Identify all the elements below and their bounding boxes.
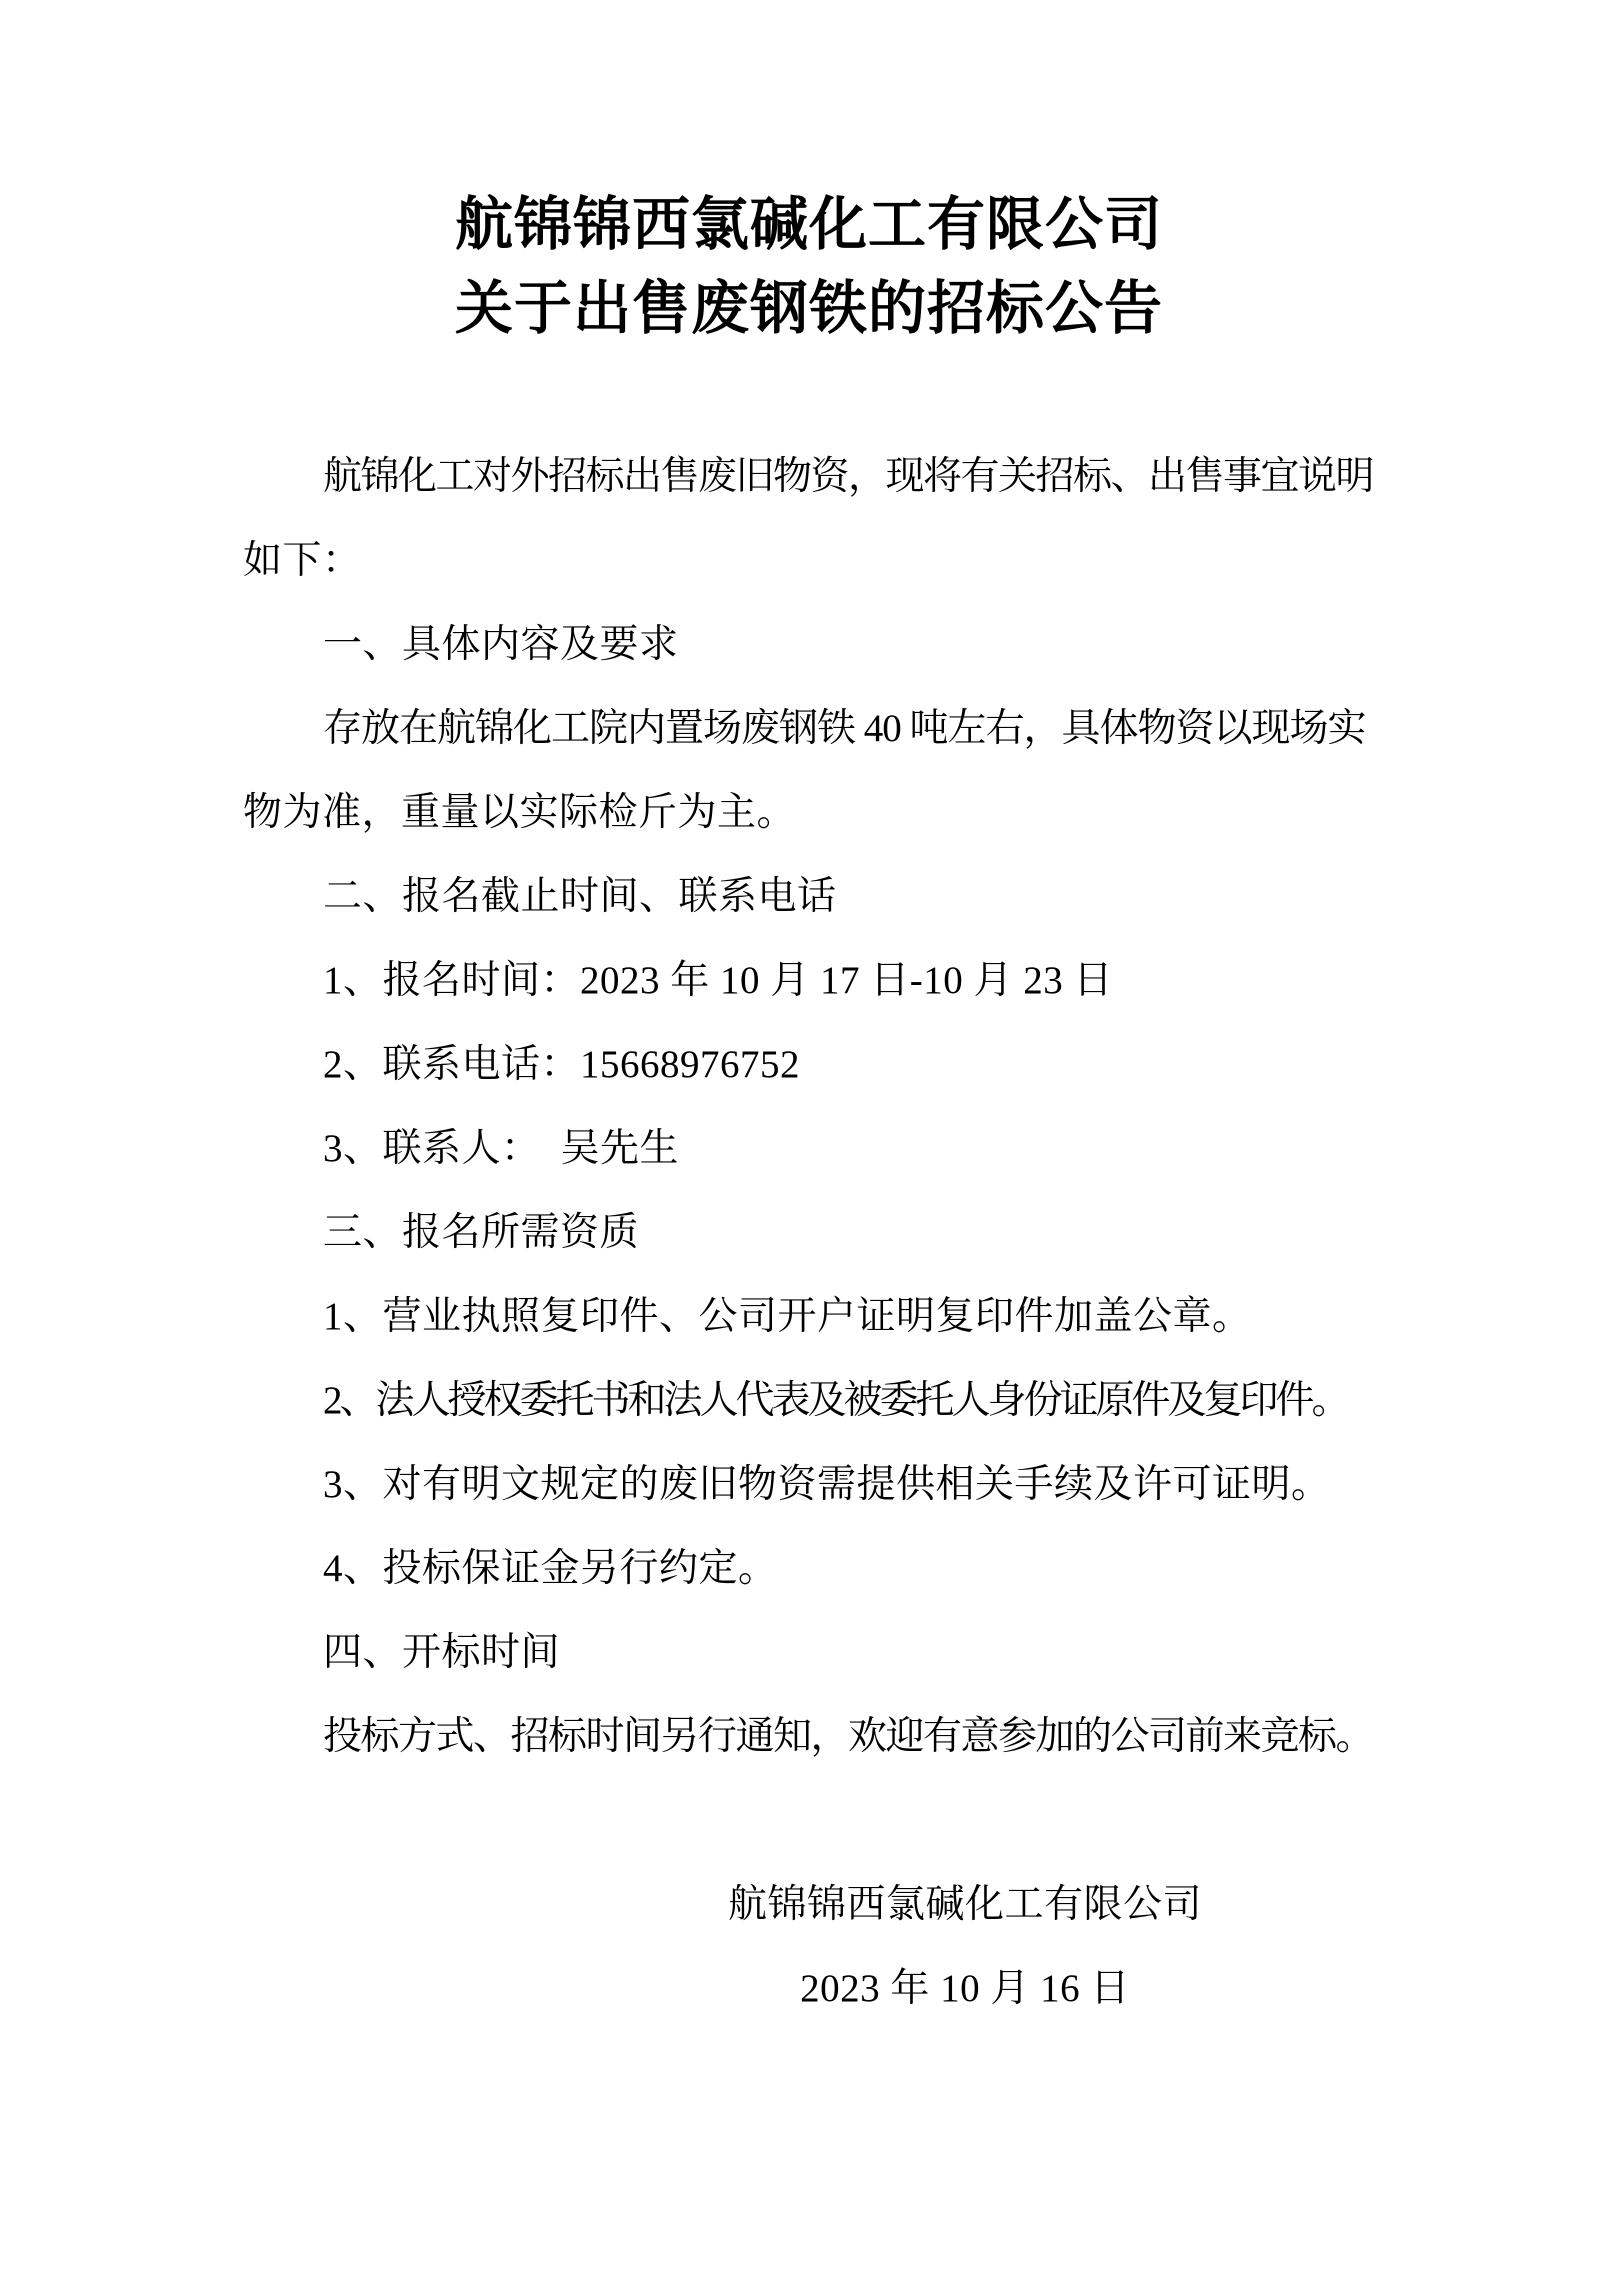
signature-block [728, 1863, 1202, 2031]
document-title-line-2: 关于出售废钢铁的招标公告 [454, 276, 1163, 341]
signature-date: 2023 年 10 月 16 日 [800, 1967, 1130, 2010]
section-1-heading: 一、具体内容及要求 [323, 623, 679, 666]
paragraph-1-line-1: 航锦化工对外招标出售废旧物资，现将有关招标、出售事宜说明 [323, 455, 1374, 498]
section-3-item-2: 2、法人授权委托书和法人代表及被委托人身份证原件及复印件。 [323, 1379, 1348, 1422]
section-2-item-3: 3、联系人： 吴先生 [323, 1127, 680, 1170]
paragraph-3: 投标方式、招标时间另行通知，欢迎有意参加的公司前来竞标。 [323, 1715, 1374, 1758]
section-3-item-3: 3、对有明文规定的废旧物资需提供相关手续及许可证明。 [323, 1463, 1331, 1506]
paragraph-2-line-1: 存放在航锦化工院内置场废钢铁 40 吨左右，具体物资以现场实 [323, 707, 1366, 750]
document-title-line-1: 航锦锦西氯碱化工有限公司 [454, 192, 1163, 257]
section-4-heading: 四、开标时间 [323, 1631, 561, 1674]
signature-company: 航锦锦西氯碱化工有限公司 [727, 1883, 1202, 1926]
section-2-heading: 二、报名截止时间、联系电话 [323, 875, 837, 918]
section-3-item-4: 4、投标保证金另行约定。 [323, 1547, 778, 1590]
section-3-item-1: 1、营业执照复印件、公司开户证明复印件加盖公章。 [323, 1295, 1252, 1338]
blank-line [243, 351, 1375, 435]
section-3-heading: 三、报名所需资质 [323, 1211, 640, 1254]
paragraph-1-line-2: 如下： [243, 539, 362, 582]
blank-line [243, 1779, 1375, 1863]
section-2-item-2: 2、联系电话：15668976752 [323, 1043, 801, 1086]
section-2-item-1: 1、报名时间：2023 年 10 月 17 日-10 月 23 日 [323, 959, 1113, 1002]
paragraph-2-line-2: 物为准，重量以实际检斤为主。 [243, 791, 797, 834]
